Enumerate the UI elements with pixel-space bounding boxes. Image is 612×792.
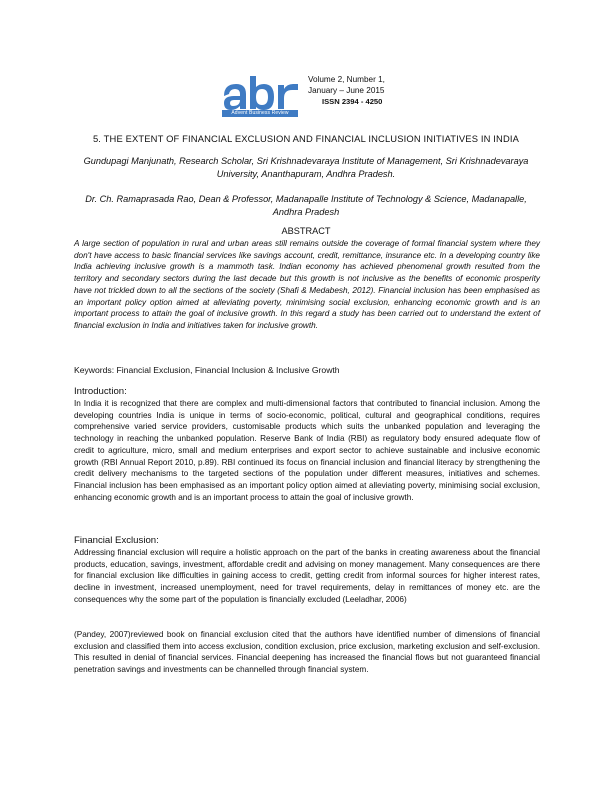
volume-number: Volume 2, Number 1, — [308, 75, 385, 84]
paragraph-financial-exclusion-1: Addressing financial exclusion will require a holistic approach on the part of the banks in creating awareness about the financial products, education, savings, investment, affordable credit and advising on money management. Many consequences are there for financial exclusion like difficulties in gaining access to credit, getting credit from informal sources for higher interest rates, decline in investment, increased unemployment, need for travel requirements, delay in remittances of money etc. are the consequences why the some part of the population is financially excluded (Leeladhar, 2006) — [74, 548, 540, 604]
author-1: Gundupagi Manjunath, Research Scholar, Sri Krishnadevaraya Institute of Management, Sri Krishnadevaraya University, Ananthapuram, Andhra Pradesh. — [83, 156, 529, 179]
abstract-heading: ABSTRACT — [281, 226, 331, 236]
paragraph-introduction: In India it is recognized that there are complex and multi-dimensional factors that contributed to financial inclusion. Among the developing countries India is unique in terms of socio-economic, political, cultural and geographical conditions, requires comprehensive varied service providers, customisable products which suits the unbanked population and leveraging the technology in reaching the unbanked population. Reserve Bank of India (RBI) as regulatory body ensured adequate flow of credit to agriculture, micro, small and medium enterprises and export sector to achieve sustainable and inclusive economic growth (RBI Annual Report 2010, p.89). RBI continued its focus on financial inclusion and financial literacy by strengthening the credit delivery mechanisms to the targeted sections of the population under different measures, initiatives and schemes. Financial inclusion has been emphasised as an important policy option aimed at alleviating poverty, minimising social exclusion, enhancing economic growth and is an important process to attain the goal of inclusive growth. — [74, 399, 540, 502]
article-title: 5. THE EXTENT OF FINANCIAL EXCLUSION AND FINANCIAL INCLUSION INITIATIVES IN INDIA — [92, 133, 520, 144]
journal-meta — [308, 74, 428, 107]
abr-logo-icon — [222, 76, 300, 110]
author-2: Dr. Ch. Ramaprasada Rao, Dean & Professor, Madanapalle Institute of Technology & Science, Madanapalle, Andhra Pradesh — [85, 194, 527, 217]
date-range: January – June 2015 — [308, 86, 385, 95]
keywords: Keywords: Financial Exclusion, Financial Inclusion & Inclusive Growth — [74, 365, 340, 375]
abstract-text: A large section of population in rural and urban areas still remains outside the coverage of formal financial system where they don't have access to basic financial services like savings account, credit, remittance, insurance etc. In a developing country like India achieving inclusive growth is a mammoth task. Indian economy has achieved phenomenal growth resulted from the territory and secondary sectors during the last decade but this growth is not inclusive as the benefits of economic prosperity have not trickled down to all the sections of the society (Shafi & Medabesh, 2012). Financial inclusion has been emphasised as an important policy option aimed at alleviating poverty, minimising social exclusion, enhancing economic growth and is an important process to attain the goal of inclusive growth. In this regard a study has been carried out to understand the extent of financial exclusion in India and initiatives taken for inclusive growth. — [74, 239, 540, 330]
section-heading-introduction: Introduction: — [74, 386, 127, 397]
paragraph-financial-exclusion-2: (Pandey, 2007)reviewed book on financial exclusion cited that the authors have identified number of dimensions of financial exclusion and classified them into access exclusion, condition exclusion, price exclusion, marketing exclusion and self-exclusion. This resulted in denial of financial services. Financial deepening has increased the financial flows but not guaranteed financial penetration savings and investments can be channelled through financial system. — [74, 630, 540, 675]
logo-tagline: Advent Business Review — [222, 110, 298, 117]
section-heading-financial-exclusion: Financial Exclusion: — [74, 535, 159, 546]
issn-number: ISSN 2394 - 4250 — [322, 97, 383, 106]
